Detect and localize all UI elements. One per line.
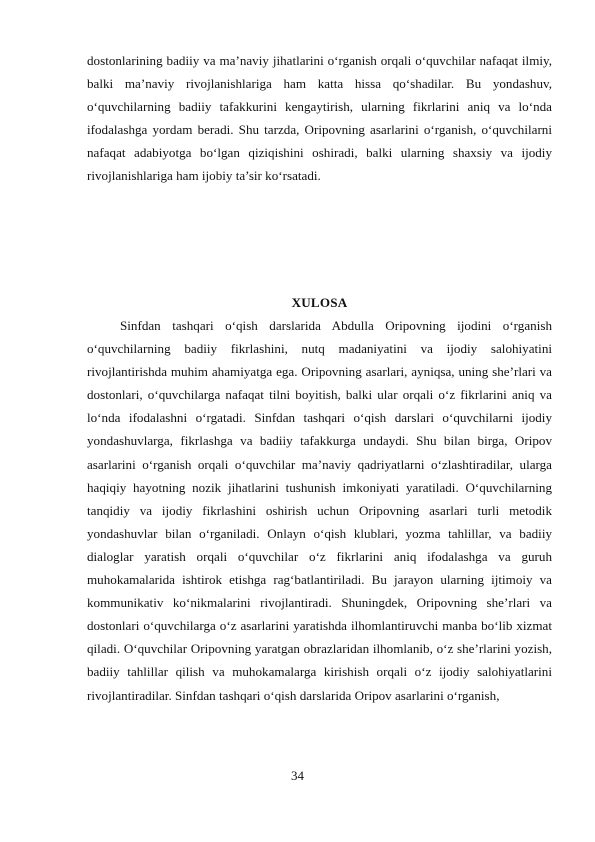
page-number: 34 <box>291 768 304 783</box>
body-paragraph-continued: dostonlarining badiiy va ma’naviy jihatlarini o‘rganish orqali o‘quvchilar nafaqat ilmiy, balki ma’naviy rivojlanishlariga ham katta hissa qo‘shadilar. Bu yondashuv, o‘quvchilarning badiiy tafakkurini kengaytirish, ularning fikrlarini aniq va lo‘nda ifodalashga yordam beradi. Shu tarzda, Oripovning asarlarini o‘rganish, o‘quvchilarni nafaqat adabiyotga bo‘lgan qiziqishini oshiradi, balki ularning shaxsiy va ijodiy rivojlanishlariga ham ijobiy ta’sir ko‘rsatadi. <box>87 53 552 184</box>
section-heading: XULOSA <box>291 295 348 310</box>
body-paragraph-conclusion: Sinfdan tashqari o‘qish darslarida Abdulla Oripovning ijodini o‘rganish o‘quvchilarning badiiy fikrlashini, nutq madaniyatini va ijodiy salohiyatini rivojlantirishda muhim ahamiyatga ega. Oripovning asarlari, ayniqsa, uning she’rlari va dostonlari, o‘quvchilarga nafaqat tilni boyitish, balki ular orqali o‘z fikrlarini aniq va lo‘nda ifodalashni o‘rgatadi. Sinfdan tashqari o‘qish darslari o‘quvchilarni ijodiy yondashuvlarga, fikrlashga va badiiy tafakkurga undaydi. Shu bilan birga, Oripov asarlarini o‘rganish orqali o‘quvchilar ma’naviy qadriyatlarni o‘zlashtiradilar, ularga haqiqiy hayotning nozik jihatlarini tushunish imkoniyati yaratiladi. O‘quvchilarning tanqidiy va ijodiy fikrlashini oshirish uchun Oripovning asarlari turli metodik yondashuvlar bilan o‘rganiladi. Onlayn o‘qish klublari, yozma tahlillar, va badiiy dialoglar yaratish orqali o‘quvchilar o‘z fikrlarini aniq ifodalashga va guruh muhokamalarida ishtirok etishga rag‘batlantiriladi. Bu jarayon ularning ijtimoiy va kommunikativ ko‘nikmalarini rivojlantiradi. Shuningdek, Oripovning she’rlari va dostonlari o‘quvchilarga o‘z asarlarini yaratishda ilhomlantiruvchi manba bo‘lib xizmat qiladi. O‘quvchilar Oripovning yaratgan obrazlaridan ilhomlanib, o‘z she’rlarini yozish, badiiy tahlillar qilish va muhokamalarga kirishish orqali o‘z ijodiy salohiyatlarini rivojlantiradilar. Sinfdan tashqari o‘qish darslarida Oripov asarlarini o‘rganish, <box>87 318 552 703</box>
